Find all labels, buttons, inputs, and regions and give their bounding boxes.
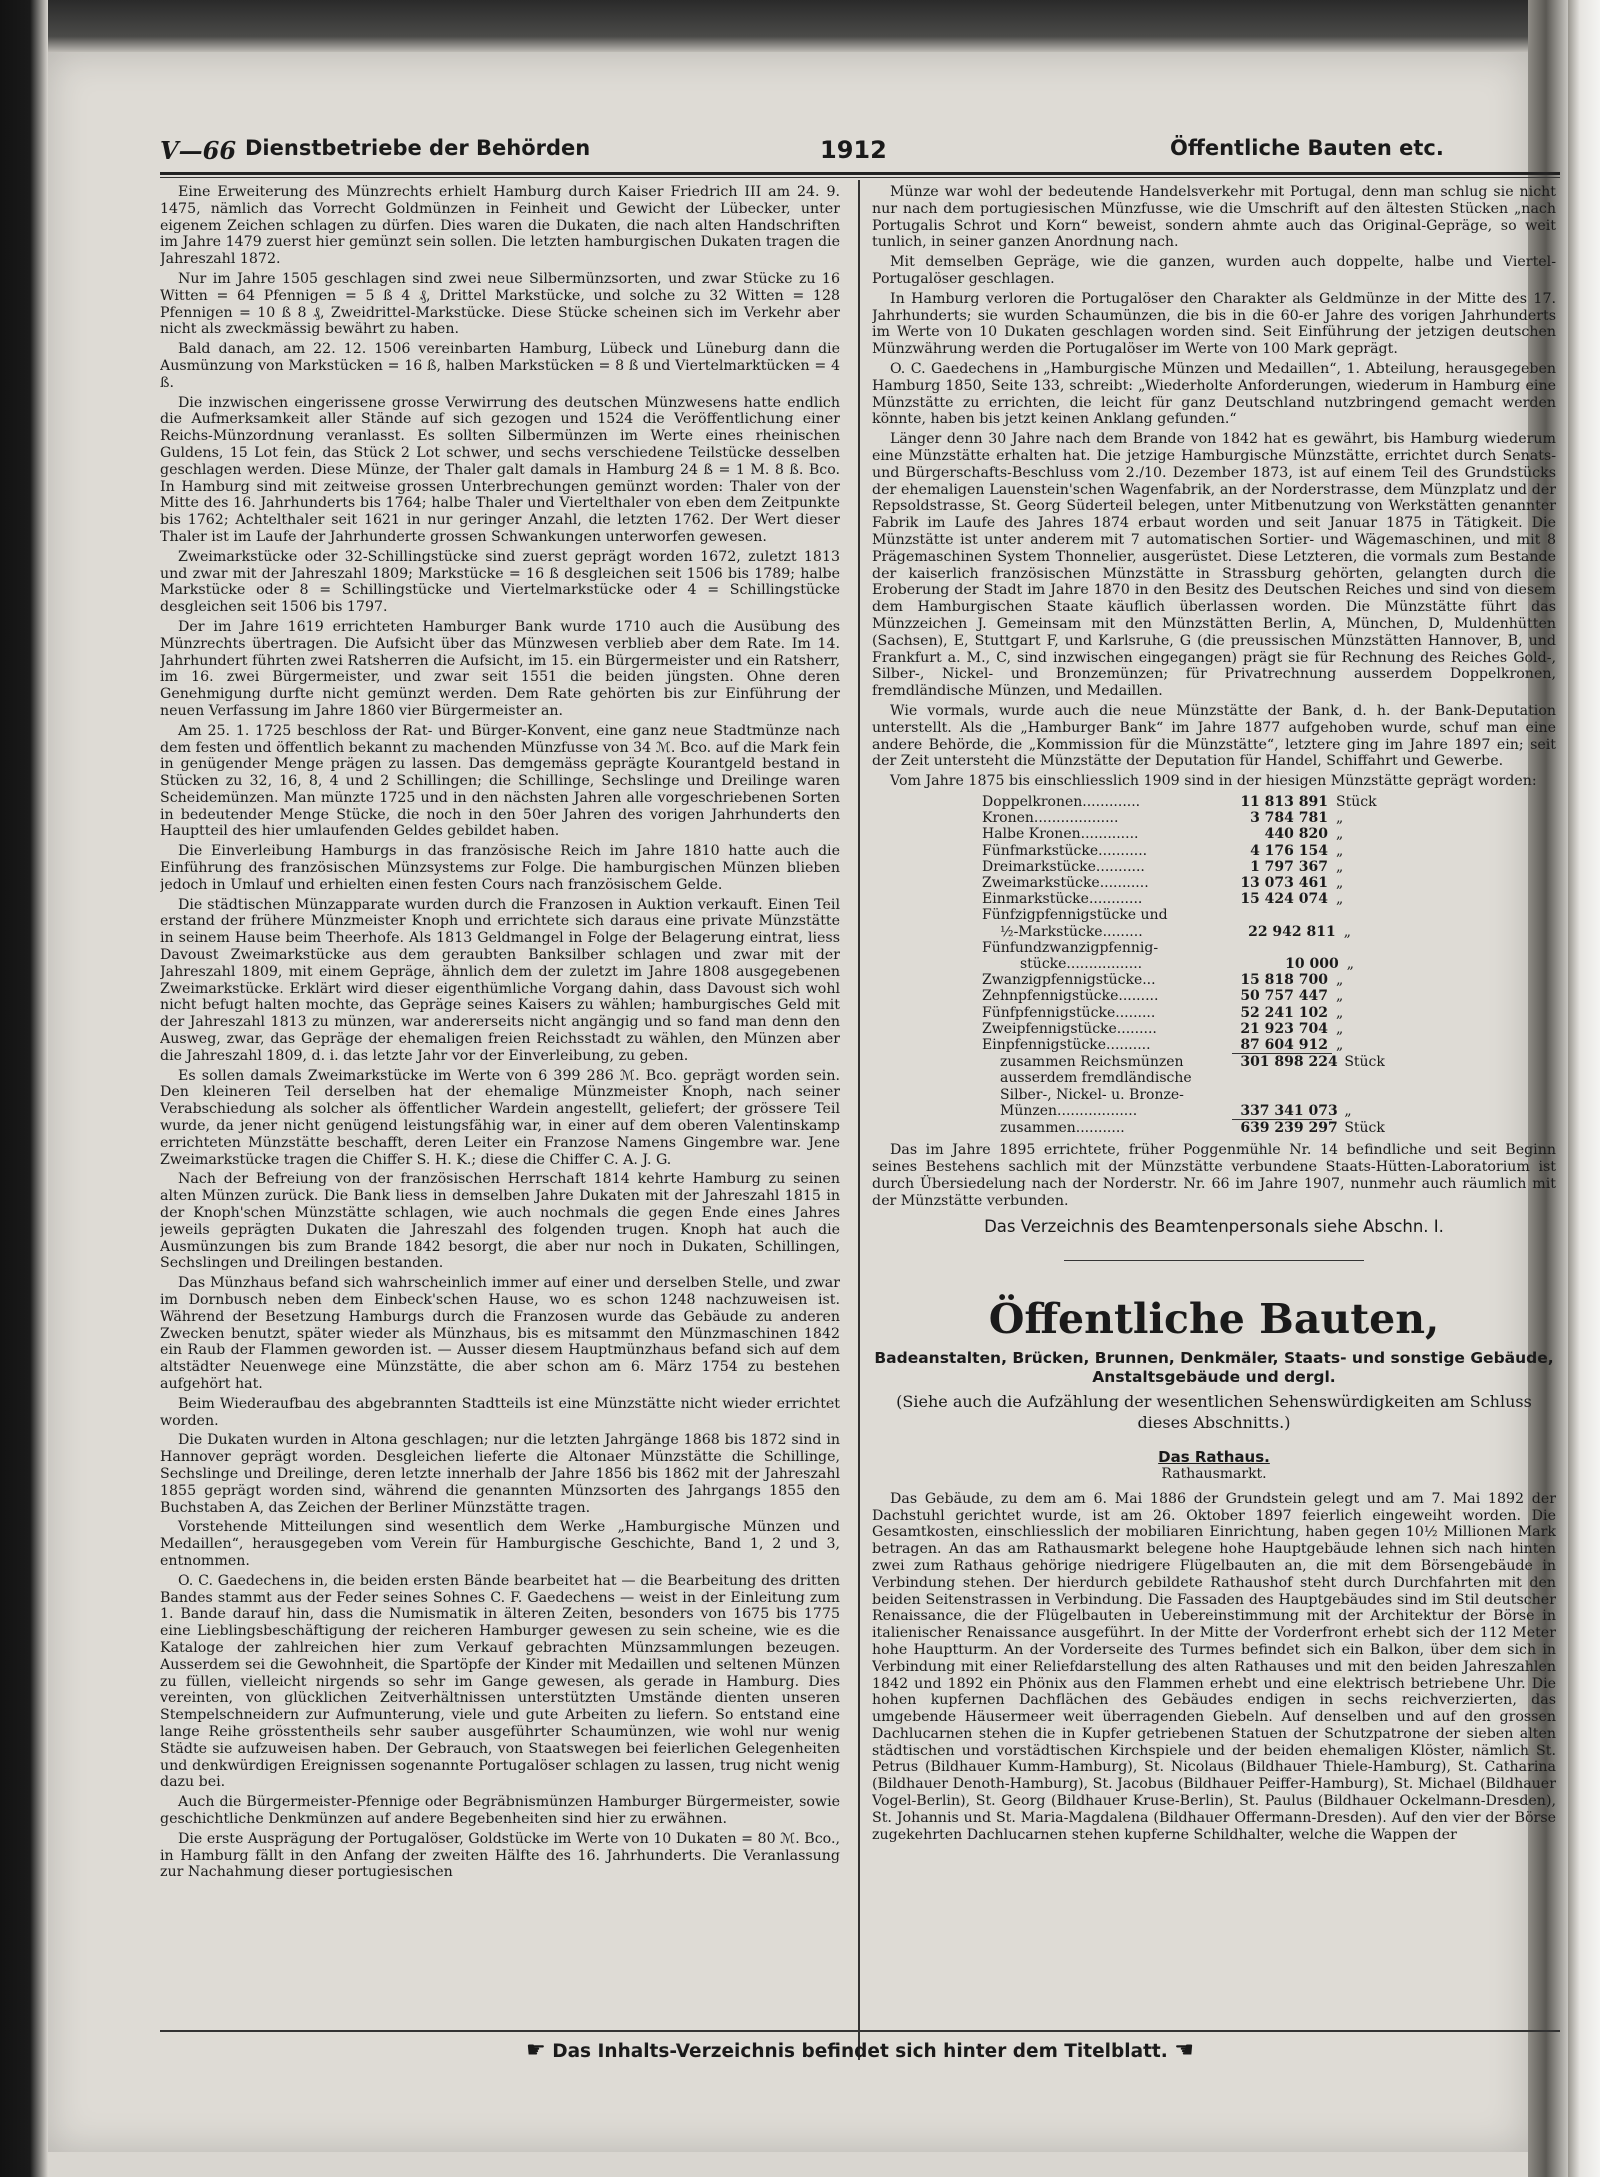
row-unit: „ (1336, 1036, 1344, 1053)
row-value: 337 341 073 (1240, 1102, 1338, 1119)
row-label: Kronen................... (982, 810, 1119, 827)
row-unit (1336, 1087, 1402, 1103)
row-value (1243, 1070, 1336, 1086)
paragraph: Nach der Befreiung von der französischen Herrschaft 1814 kehrte Hamburg zu seinen alten Münzen zurück. Die Bank liess in demselben Jahre Dukaten mit der Jahreszahl 1815 in der Knoph'schen Münzstätte schlagen, wie auch nochmals die gegen Ende eines Jahres jeweils geprägten Dukaten die Jahreszahl des folgenden trugen. Knoph hat auch die Ausmünzungen bis zum Brande 1842 besorgt, die aber nur noch in Dukaten, Schillingen, Sechslingen und Dreilingen bestanden. (160, 1171, 840, 1272)
scan-top-shadow (48, 0, 1548, 52)
row-unit: „ (1343, 923, 1352, 940)
row-unit: „ (1336, 842, 1344, 859)
row-value: 50 757 447 (1240, 988, 1328, 1005)
table-row (982, 956, 1402, 972)
table-row (982, 794, 1402, 810)
row-value: 1 797 367 (1250, 858, 1328, 875)
row-value: 87 604 912 (1240, 1036, 1328, 1053)
row-label: Silber-, Nickel- u. Bronze- (1000, 1086, 1184, 1103)
subsection-title: Das Rathaus. (1158, 1448, 1270, 1467)
paragraph: Auch die Bürgermeister-Pfennige oder Begräbnismünzen Hamburger Bürgermeister, sowie geschichtliche Denkmünzen auf andere Begebenheiten sind hier zu erwähnen. (160, 1794, 840, 1827)
column-divider (858, 180, 860, 2060)
table-row (982, 907, 1402, 923)
row-value: 22 942 811 (1248, 923, 1336, 940)
paragraph: Es sollen damals Zweimarkstücke im Werte von 6 399 286 ℳ. Bco. geprägt worden sein. Den kleineren Teil derselben hat der ehemalige Münzmeister Knoph, nach seiner Verabschiedung als solcher als öffentlicher Wardein angestellt, geliefert; der grössere Teil wurde, da jener nicht genügend leistungsfähig war, in einer auf dem oberen Valentinskamp errichteten Münzstätte beschafft, deren Leiter ein Franzose Namens Gingembre war. Jene Zweimarkstücke tragen die Chiffer S. H. K.; diese die Chiffer C. A. J. G. (160, 1067, 840, 1168)
paragraph: Münze war wohl der bedeutende Handelsverkehr mit Portugal, denn man schlug sie nicht nur nach dem portugiesischen Münzfusse, wie die Umschrift auf den ältesten Stücken „nach Portugalis Schrot und Korn“ beweist, sondern ahmte auch das Original-Gepräge, so weit tunlich, in seiner ganzen Anordnung nach. (872, 184, 1556, 251)
footer-text: Das Inhalts-Verzeichnis befindet sich hinter dem Titelblatt. (552, 2041, 1168, 2062)
paragraph: O. C. Gaedechens in „Hamburgische Münzen und Medaillen“, 1. Abteilung, herausgegeben Hamburg 1850, Seite 133, schreibt: „Wiederholte Anforderungen, wiederum in Hamburg eine Münzstätte zu errichten, die leicht für ganz Deutschland nutzbringend gemacht werden könnte, haben bis jetzt keinen Anklang gefunden.“ (872, 360, 1556, 428)
coinage-table (982, 794, 1402, 1136)
paragraph: Zweimarkstücke oder 32-Schillingstücke sind zuerst geprägt worden 1672, zuletzt 1813 und zwar mit der Jahreszahl 1809; Markstücke = 16 ß desgleichen seit 1506 bis 1789; halbe Markstücke oder 8 = Schillingstücke und Viertelmarkstücke oder 4 = Schillingstücke desgleichen seit 1506 bis 1797. (160, 548, 840, 616)
paragraph: In Hamburg verloren die Portugalöser den Charakter als Geldmünze in der Mitte des 17. Jahrhunderts; sie wurden Schaumünzen, die bis in die 60-er Jahre des vorigen Jahrhunderts im Werte von 10 Dukaten geschlagen worden sind. Seit Einführung der jetzigen deutschen Münzwährung werden die Portugalöser im Werte von 100 Mark geprägt. (872, 290, 1556, 358)
pointing-hand-icon: ☛ (526, 2038, 546, 2063)
header-year: 1912 (820, 136, 887, 164)
table-row (982, 924, 1402, 940)
row-unit: „ (1336, 891, 1344, 908)
row-label: Fünfzigpfennigstücke und (982, 907, 1168, 924)
row-label: ausserdem fremdländische (1000, 1070, 1192, 1087)
row-label: Zweimarkstücke........... (982, 874, 1149, 891)
paragraph: Vorstehende Mitteilungen sind wesentlich dem Werke „Hamburgische Münzen und Medaillen“, herausgegeben vom Verein für Hamburgische Geschichte, Band 1, 2 und 3, entnommen. (160, 1519, 840, 1569)
row-unit: „ (1336, 826, 1344, 843)
row-label: stücke................. (1020, 955, 1143, 972)
row-label: Fünfundzwanzigpfennig- (982, 939, 1159, 956)
row-value: 10 000 (1285, 955, 1339, 972)
row-unit: „ (1336, 972, 1344, 989)
right-column (872, 184, 1556, 2024)
row-unit: Stück (1344, 1054, 1385, 1071)
table-total-row (982, 1120, 1402, 1136)
row-unit: Stück (1344, 1119, 1385, 1136)
row-value: 21 923 704 (1240, 1020, 1328, 1037)
row-value: 440 820 (1264, 826, 1328, 843)
section-note: (Siehe auch die Aufzählung der wesentlichen Sehenswürdigkeiten am Schluss dieses Abschnitts.) (896, 1392, 1532, 1433)
paragraph: Vom Jahre 1875 bis einschliesslich 1909 sind in der hiesigen Münzstätte geprägt worden: (890, 773, 1537, 790)
row-label: Münzen.................. (1000, 1102, 1138, 1119)
footer-rule (160, 2030, 1560, 2032)
row-unit: „ (1346, 955, 1354, 972)
paragraph: Beim Wiederaufbau des abgebrannten Stadtteils ist eine Münzstätte nicht wieder errichtet worden. (160, 1395, 840, 1429)
left-column (160, 184, 840, 2024)
page-number: V—66 (160, 136, 237, 165)
row-label: ½-Markstücke......... (1000, 923, 1143, 940)
row-unit (1328, 907, 1396, 923)
row-unit: „ (1336, 874, 1344, 891)
table-row (982, 810, 1402, 826)
row-value (1232, 940, 1328, 956)
table-row (982, 1021, 1402, 1037)
personnel-reference: Das Verzeichnis des Beamtenpersonals siehe Abschn. I. (984, 1217, 1444, 1237)
table-row (982, 843, 1402, 859)
paragraph: Das Gebäude, zu dem am 6. Mai 1886 der Grundstein gelegt und am 7. Mai 1892 der Dachstuhl gerichtet wurde, ist am 26. Oktober 1897 feierlich eingeweiht worden. Die Gesamtkosten, einschliesslich der mobiliaren Einrichtung, haben gegen 10½ Millionen Mark betragen. An das am Rathausmarkt belegene hohe Hauptgebäude lehnen sich nach hinten zwei zum Rathaus gehörige niedrigere Flügelbauten an, die mit dem Börsengebäude in Verbindung stehen. Der hierdurch gebildete Rathaushof steht durch Durchfahrten mit den beiden Seitenstrassen in Verbindung. Die Fassaden des Hauptgebäudes sind im Stil deutscher Renaissance, die der Flügelbauten in Uebereinstimmung mit der Architektur der Börse in italienischer Renaissance ausgeführt. In der Mitte der Vorderfront erhebt sich der 112 Meter hohe Hauptturm. An der Vorderseite des Turmes befindet sich ein Balkon, über dem sich in Verbindung mit einer Reliefdarstellung des alten Rathauses und mit den beiden Jahreszahlen 1842 und 1892 ein Phönix aus den Flammen erhebt und eine elektrisch betriebene Uhr. Die hohen kupfernen Dachflächen des Gebäudes endigen in sechs reichverzierten, das umgebende Häusermeer weit überragenden Giebeln. Auf denselben und auf den grossen Dachlucarnen stehen die in Kupfer getriebenen Statuen der Schutzpatrone der sieben alten städtischen und vorstädtischen Kirchspiele und der beiden ehemaligen Klöster, nämlich St. Petrus (Bildhauer Kumm-Hamburg), St. Nicolaus (Bildhauer Thiele-Hamburg), St. Catharina (Bildhauer Denoth-Hamburg), St. Jacobus (Bildhauer Peiffer-Hamburg), St. Michael (Bildhauer Vogel-Berlin), St. Georg (Bildhauer Kruse-Berlin), St. Paulus (Bildhauer Ockelmann-Dresden), St. Johannis und St. Maria-Magdalena (Bildhauer Offermann-Dresden). Auf den vier der Börse zugekehrten Dachlucarnen stehen kupferne Schildhalter, welche die Wappen der (872, 1490, 1556, 1843)
table-row (982, 826, 1402, 842)
row-unit: „ (1336, 1004, 1344, 1021)
row-value: 13 073 461 (1240, 874, 1328, 891)
row-label: Zwanzigpfennigstücke... (982, 972, 1156, 989)
table-row (982, 1103, 1402, 1119)
paragraph: O. C. Gaedechens in, die beiden ersten Bände bearbeitet hat — die Bearbeitung des dritten Bandes stammt aus der Feder seines Sohnes C. F. Gaedechens — weist in der Einleitung zum 1. Bande darauf hin, dass die Numismatik in älteren Zeiten, besonders von 1675 bis 1775 eine Lieblingsbeschäftigung der reicheren Hamburger gewesen zu sein scheine, wie es die Kataloge der zahlreichen hier zum Verkauf gebrachten Münzsammlungen bezeugen. Ausserdem sei die Gewohnheit, die Spartöpfe der Kinder mit Medaillen und seltenen Münzen zu füllen, vielleicht nirgends so sehr im Gange gewesen, als gerade in Hamburg. Dies vereinten, von glücklichen Zeitverhältnissen unterstützten Umstände dienten unseren Stempelschneidern zur Aufmunterung, viele und gute Arbeiten zu liefern. So entstand eine lange Reihe grösstentheils sehr sauber ausgeführter Schaumünzen, wie wohl nur wenig Städte sie aufzuweisen haben. Der Gebrauch, von Staatswegen bei feierlichen Gelegenheiten und denkwürdigen Ereignissen sogenannte Portugalöser schlagen zu lassen, trug nicht wenig dazu bei. (160, 1572, 840, 1791)
section-rule (1064, 1260, 1364, 1261)
running-header (160, 130, 1480, 170)
row-unit: „ (1344, 1102, 1352, 1119)
row-unit (1336, 1070, 1402, 1086)
row-label: Zehnpfennigstücke......... (982, 988, 1159, 1005)
row-value: 15 424 074 (1240, 891, 1328, 908)
table-row (982, 859, 1402, 875)
row-unit (1328, 940, 1396, 956)
paragraph: Das im Jahre 1895 errichtete, früher Poggenmühle Nr. 14 befindliche und seit Beginn seines Bestehens sachlich mit der Münzstätte verbundene Staats-Hütten-Laboratorium ist durch Übersiedelung nach der Norderstr. Nr. 66 im Jahre 1907, nunmehr auch räumlich mit der Münzstätte verbunden. (872, 1142, 1556, 1209)
paragraph: Die erste Ausprägung der Portugalöser, Goldstücke im Werte von 10 Dukaten = 80 ℳ. Bco., in Hamburg fällt in den Anfang der zweiten Hälfte des 16. Jahrhunderts. Die Veranlassung zur Nachahmung dieser portugiesischen (160, 1830, 840, 1881)
row-value: 15 818 700 (1240, 972, 1328, 989)
row-label: zusammen........... (1000, 1119, 1125, 1136)
header-rule (160, 172, 1560, 175)
row-unit: „ (1336, 858, 1344, 875)
header-rule-thin (160, 177, 1560, 178)
row-label: Zweipfennigstücke......... (982, 1020, 1157, 1037)
row-label: Fünfpfennigstücke......... (982, 1004, 1156, 1021)
table-row (982, 1037, 1402, 1053)
section-subtitle: Badeanstalten, Brücken, Brunnen, Denkmäler, Staats- und sonstige Gebäude, Anstaltsgebäude und dergl. (874, 1349, 1554, 1387)
row-value: 301 898 224 (1240, 1054, 1338, 1071)
paragraph: Eine Erweiterung des Münzrechts erhielt Hamburg durch Kaiser Friedrich III am 24. 9. 1475, nämlich das Vorrecht Goldmünzen in Feinheit und Gewicht der Lübecker, unter eigenem Zeichen schlagen zu dürfen. Dies waren die Dukaten, die nach alten Handschriften im Jahre 1479 zuerst hier gemünzt sein sollen. Die letzten hamburgischen Dukaten tragen die Jahreszahl 1872. (160, 184, 840, 268)
row-label: Einmarkstücke............ (982, 891, 1143, 908)
table-row (982, 1005, 1402, 1021)
row-value: 639 239 297 (1240, 1119, 1338, 1136)
footer-notice (160, 2038, 1560, 2068)
paragraph: Die Dukaten wurden in Altona geschlagen; nur die letzten Jahrgänge 1868 bis 1872 sind in Hannover geprägt worden. Desgleichen lieferte die Altonaer Münzstätte die Schillinge, Sechslinge und Dreilinge, deren letzte innerhalb der Jahre 1856 bis 1862 mit der Jahreszahl 1855 geprägt worden sind, während die genannten Münzsorten des Jahrgangs 1855 den Buchstaben A, das Zeichen der Berliner Münzstätte tragen. (160, 1432, 840, 1516)
row-label: zusammen Reichsmünzen (1000, 1054, 1184, 1071)
row-value: 11 813 891 (1240, 793, 1328, 810)
paragraph: Mit demselben Gepräge, wie die ganzen, wurden auch doppelte, halbe und Viertel-Portugalöser geschlagen. (872, 254, 1556, 287)
table-row (982, 940, 1402, 956)
table-row (982, 1087, 1402, 1103)
row-value: 4 176 154 (1250, 842, 1328, 859)
paragraph: Das Münzhaus befand sich wahrscheinlich immer auf einer und derselben Stelle, und zwar im Dornbusch neben dem Einbeck'schen Hause, wo es schon 1248 nachzuweisen ist. Während der Besetzung Hamburgs durch die Franzosen wurde das Gebäude zu anderen Zwecken benutzt, später wieder als Münzhaus, bis es mitsammt den Münzmaschinen 1842 ein Raub der Flammen geworden ist. — Ausser diesem Hauptmünzhaus befand sich auf dem altstädter Neuenwege eine Münzstätte, die aber schon am 6. März 1754 zu bestehen aufgehört hat. (160, 1275, 840, 1392)
table-row (982, 1070, 1402, 1086)
row-unit: Stück (1336, 793, 1377, 810)
table-row (982, 891, 1402, 907)
row-value: 3 784 781 (1250, 810, 1328, 827)
paragraph: Nur im Jahre 1505 geschlagen sind zwei neue Silbermünzsorten, und zwar Stücke zu 16 Witten = 64 Pfennigen = 5 ß 4 ₰, Drittel Markstücke, und solche zu 32 Witten = 128 Pfennigen = 10 ß 8 ₰, Zweidrittel-Markstücke. Diese Stücke scheinen sich im Verkehr aber nicht als zweckmässig bewährt zu haben. (160, 270, 840, 338)
row-unit: „ (1336, 810, 1344, 827)
table-row (982, 988, 1402, 1004)
row-unit: „ (1336, 988, 1344, 1005)
table-row (982, 972, 1402, 988)
row-label: Einpfennigstücke.......... (982, 1036, 1151, 1053)
paragraph: Am 25. 1. 1725 beschloss der Rat- und Bürger-Konvent, eine ganz neue Stadtmünze nach dem festen und öffentlich bekannt zu machenden Münzfusse von 34 ℳ. Bco. auf die Mark fein in genügender Menge prägen zu lassen. Das demgemäss geprägte Kourantgeld bestand in Stücken zu 32, 16, 8, 4 und 2 Schillingen; die Schillinge, Sechslinge und Dreilinge waren Scheidemünzen. Man münzte 1725 und in den nächsten Jahren alle vorgeschriebenen Sorten in bedeutender Menge Stücke, die noch in den 50er Jahren des vorigen Jahrhunderts den Hauptteil des hier umlaufenden Geldes gebildet haben. (160, 722, 840, 840)
header-left-title: Dienstbetriebe der Behörden (245, 136, 591, 160)
header-right-title: Öffentliche Bauten etc. (1170, 136, 1444, 160)
row-label: Dreimarkstücke........... (982, 858, 1145, 875)
paragraph: Die städtischen Münzapparate wurden durch die Franzosen in Auktion verkauft. Einen Teil erstand der frühere Münzmeister Knoph und errichtete sich daraus eine private Münzstätte in seinem Hause beim Theerhofe. Als 1813 Geldmangel in Folge der Belagerung eintrat, liess Davoust Zweimarkstücke aus dem geraubten Banksilber schlagen und zwar mit der Jahreszahl 1809, mit einem Gepräge, ähnlich dem der zuletzt im Jahre 1808 ausgegebenen Zweimarkstücke. Erklärt wird dieser eigenthümliche Vorgang dahin, dass Davoust sich wohl nicht befugt halten mochte, das Gepräge seines Kaisers zu wählen; hamburgisches Geld mit der Jahreszahl 1813 zu münzen, war andererseits nicht angängig und so fand man denn den Ausweg, zwar, das Gepräge der ehemaligen freien Reichsstadt zu wählen, den Münzen aber die Jahreszahl 1809, d. i. das letzte Jahr vor der Einverleibung, zu geben. (160, 896, 840, 1064)
row-value: 52 241 102 (1240, 1004, 1328, 1021)
pointing-hand-icon: ☚ (1174, 2038, 1194, 2063)
paragraph: Wie vormals, wurde auch die neue Münzstätte der Bank, d. h. der Bank-Deputation unterstellt. Als die „Hamburger Bank“ im Jahre 1877 aufgehoben wurde, schuf man eine andere Behörde, die „Kommission für die Münzstätte“, letztere ging im Jahre 1897 ein; seit der Zeit untersteht die Münzstätte der Deputation für Handel, Schiffahrt und Gewerbe. (872, 702, 1556, 770)
subsection-location: Rathausmarkt. (1161, 1465, 1267, 1482)
table-row (982, 875, 1402, 891)
row-unit: „ (1336, 1020, 1344, 1037)
row-label: Fünfmarkstücke........... (982, 842, 1148, 859)
paragraph: Länger denn 30 Jahre nach dem Brande von 1842 hat es gewährt, bis Hamburg wiederum eine Münzstätte erhalten hat. Die jetzige Hamburgische Münzstätte, errichtet durch Senats- und Bürgerschafts-Beschluss vom 2./10. Dezember 1873, ist auf einem Teil des Grundstücks der ehemaligen Lauenstein'schen Wagenfabrik, an der Norderstrasse, dem Münzplatz und der Repsoldstrasse, St. Georg Süderteil belegen, unter Mitbenutzung von Werkstätten genannter Fabrik im Laufe des Jahres 1874 erbaut worden und seit Januar 1875 in Tätigkeit. Die Münzstätte ist unter anderem mit 7 automatischen Sortier- und Wägemaschinen, und mit 8 Prägemaschinen System Thonnelier, ausgerüstet. Diese Letzteren, die vormals zum Bestande der kaiserlich französischen Münzstätte in Strassburg gehörten, gelangten durch die Eroberung der Stadt im Jahre 1870 in den Besitz des Deutschen Reiches und sind von diesem dem Hamburgischen Staate käuflich überlassen worden. Die Münzstätte führt das Münzzeichen J. Gemeinsam mit den Münzstätten Berlin, A, München, D, Muldenhütten (Sachsen), E, Stuttgart F, und Karlsruhe, G (die preussischen Münzstätten Hannover, B, und Frankfurt a. M., C, sind inzwischen eingegangen) prägt sie für Rechnung des Reiches Gold-, Silber-, Nickel- und Bronzemünzen; für Privatrechnung ausserdem Doppelkronen, fremdländische Münzen, und Medaillen. (872, 431, 1556, 700)
row-label: Halbe Kronen............. (982, 826, 1139, 843)
section-title: Öffentliche Bauten, (988, 1295, 1440, 1344)
row-value (1243, 1087, 1336, 1103)
paragraph: Die Einverleibung Hamburgs in das französische Reich im Jahre 1810 hatte auch die Einführung des französischen Münzsystems zur Folge. Die hamburgischen Münzen blieben jedoch in Umlauf und erhielten einen festen Cours nach französischem Gelde. (160, 843, 840, 893)
paragraph: Der im Jahre 1619 errichteten Hamburger Bank wurde 1710 auch die Ausübung des Münzrechts übertragen. Die Aufsicht über das Münzwesen verblieb aber dem Rate. Im 14. Jahrhundert führten zwei Ratsherren die Aufsicht, im 15. ein Bürgermeister und ein Ratsherr, im 16. zwei Bürgermeister, und zwar seit 1551 die beiden jüngsten. Ohne deren Genehmigung durfte nicht gemünzt werden. Dem Rate gehörten bis zur Einführung der neuen Verfassung im Jahre 1860 vier Bürgermeister an. (160, 618, 840, 719)
paragraph: Die inzwischen eingerissene grosse Verwirrung des deutschen Münzwesens hatte endlich die Aufmerksamkeit aller Stände auf sich gezogen und 1524 die Veröffentlichung einer Reichs-Münzordnung veranlasst. Es sollten Silbermünzen im Werte eines rheinischen Guldens, 15 Lot fein, das Stück 2 Lot schwer, und sechs verschiedene Teilstücke desselben geschlagen werden. Diese Münze, der Thaler galt damals in Hamburg 24 ß = 1 M. 8 ß. Bco. In Hamburg sind mit zeitweise grossen Unterbrechungen gemünzt worden: Thaler von der Mitte des 16. Jahrhunderts bis 1764; halbe Thaler und Viertelthaler von eben dem Zeitpunkte bis 1762; Achtelthaler seit 1621 in nur geringer Anzahl, die letzten 1762. Der Wert dieser Thaler ist im Laufe der Jahrhunderte grossen Schwankungen unterworfen gewesen. (160, 394, 840, 545)
table-sum-row (982, 1054, 1402, 1070)
row-value (1232, 907, 1328, 923)
row-label: Doppelkronen............. (982, 793, 1141, 810)
paragraph: Bald danach, am 22. 12. 1506 vereinbarten Hamburg, Lübeck und Lüneburg dann die Ausmünzung von Markstücken = 16 ß, halben Markstücken = 8 ß und Viertelmarktücken = 4 ß. (160, 341, 840, 391)
